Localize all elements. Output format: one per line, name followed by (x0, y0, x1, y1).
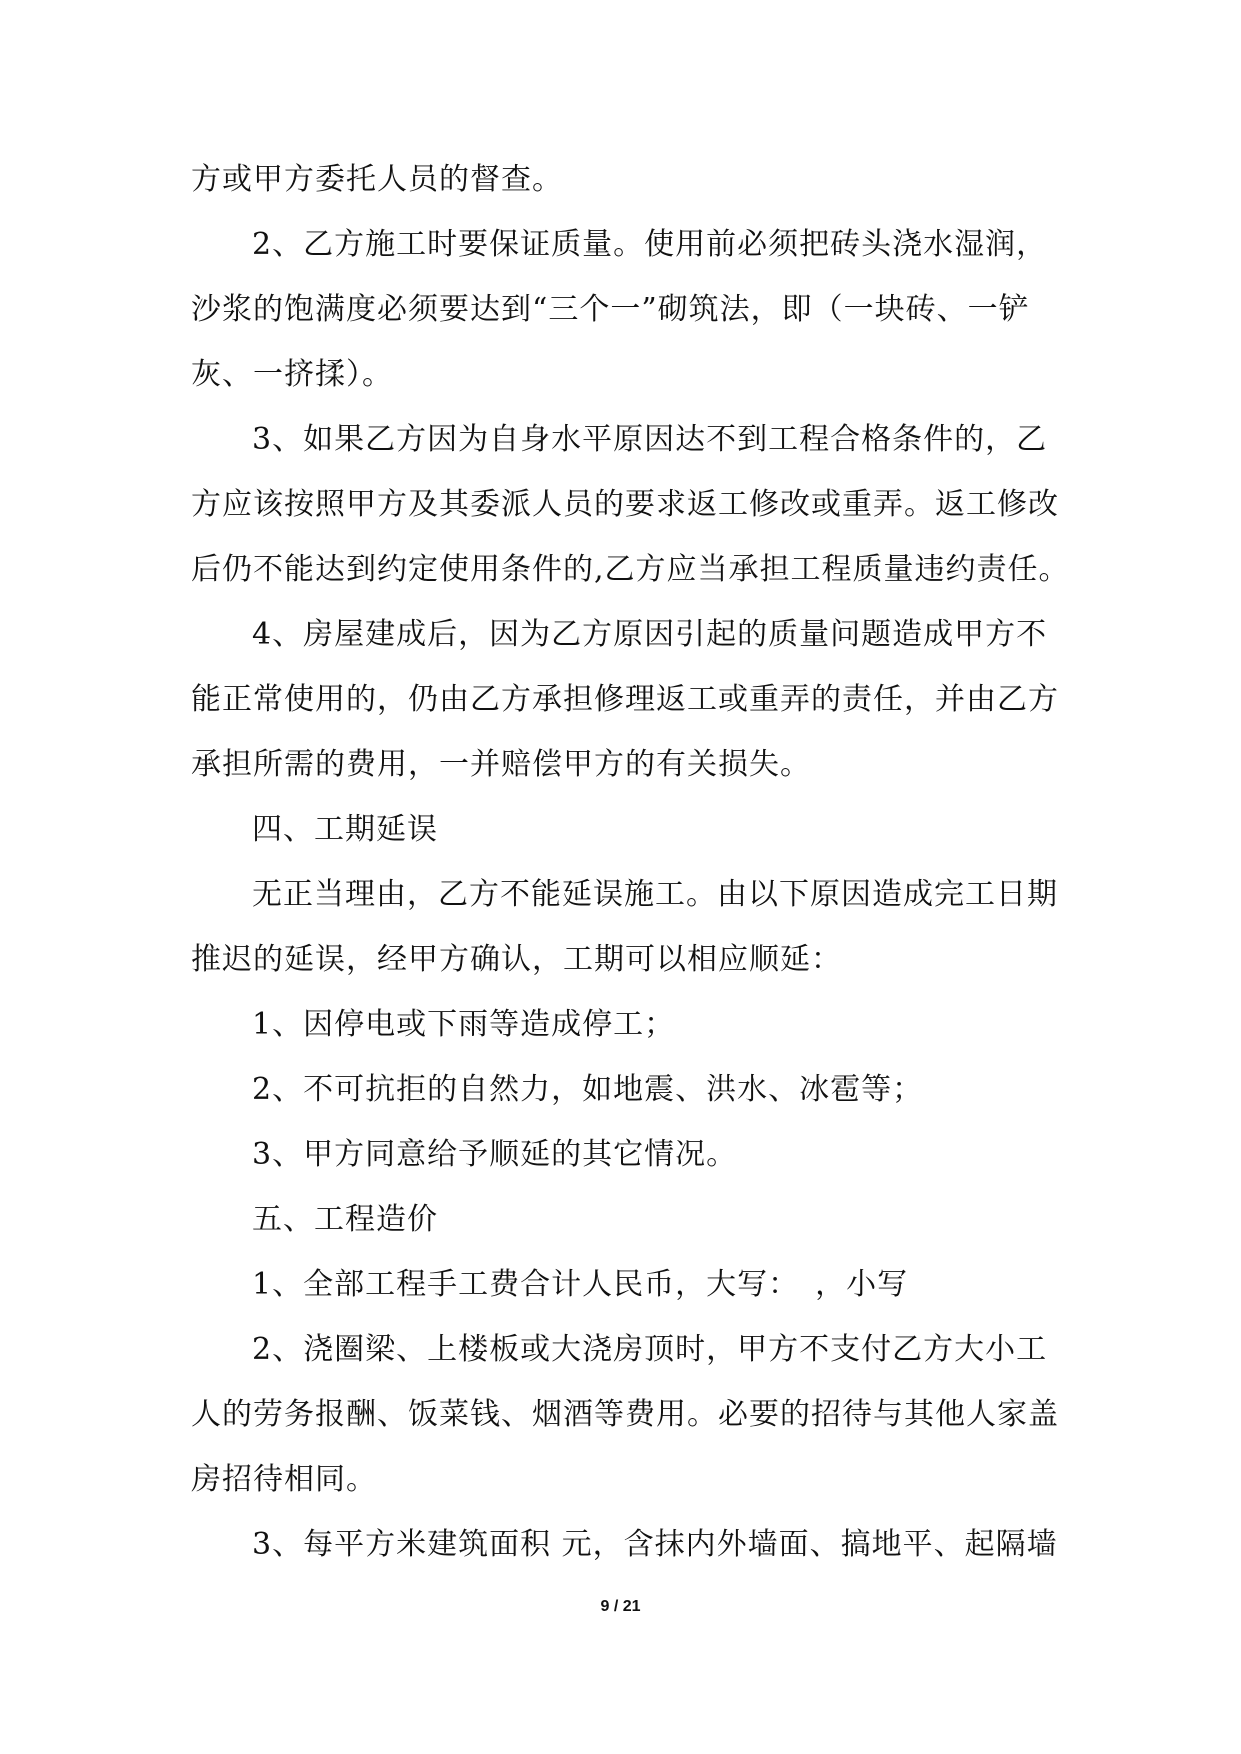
list-item: 1、因停电或下雨等造成停工； (252, 1007, 676, 1042)
text-line: 灰、一挤揉）。 (191, 357, 393, 392)
list-item: 1、全部工程手工费合计人民币，大写： ，小写 (252, 1267, 909, 1302)
text-line: 房招待相同。 (191, 1462, 377, 1497)
page-number: 9 / 21 (600, 1598, 641, 1615)
list-item: 2、浇圈梁、上楼板或大浇房顶时，甲方不支付乙方大小工 (252, 1332, 1048, 1367)
text-line: 无正当理由，乙方不能延误施工。由以下原因造成完工日期 (252, 877, 1058, 912)
text-line: 后仍不能达到约定使用条件的,乙方应当承担工程质量违约责任。 (191, 552, 1070, 587)
section-heading: 五、工程造价 (252, 1202, 438, 1237)
text-line: 能正常使用的，仍由乙方承担修理返工或重弄的责任，并由乙方 (191, 682, 1059, 717)
text-line: 方应该按照甲方及其委派人员的要求返工修改或重弄。返工修改 (191, 487, 1059, 522)
text-line: 推迟的延误，经甲方确认，工期可以相应顺延： (191, 942, 842, 977)
body-text (191, 147, 1070, 1577)
text-line: 4、房屋建成后，因为乙方原因引起的质量问题造成甲方不 (252, 617, 1048, 652)
section-heading: 四、工期延误 (252, 812, 438, 847)
text-line: 承担所需的费用，一并赔偿甲方的有关损失。 (191, 747, 811, 782)
text-line: 方或甲方委托人员的督查。 (191, 162, 563, 197)
text-line: 2、乙方施工时要保证质量。使用前必须把砖头浇水湿润， (252, 227, 1048, 262)
text-line: 人的劳务报酬、饭菜钱、烟酒等费用。必要的招待与其他人家盖 (191, 1397, 1059, 1432)
text-line: 沙浆的饱满度必须要达到“三个一”砌筑法，即（一块砖、一铲 (191, 292, 1030, 327)
text-line: 3、如果乙方因为自身水平原因达不到工程合格条件的，乙 (252, 422, 1048, 457)
list-item: 3、每平方米建筑面积 元，含抹内外墙面、搞地平、起隔墙 (252, 1527, 1058, 1562)
list-item: 3、甲方同意给予顺延的其它情况。 (252, 1137, 738, 1172)
list-item: 2、不可抗拒的自然力，如地震、洪水、冰雹等； (252, 1072, 924, 1107)
